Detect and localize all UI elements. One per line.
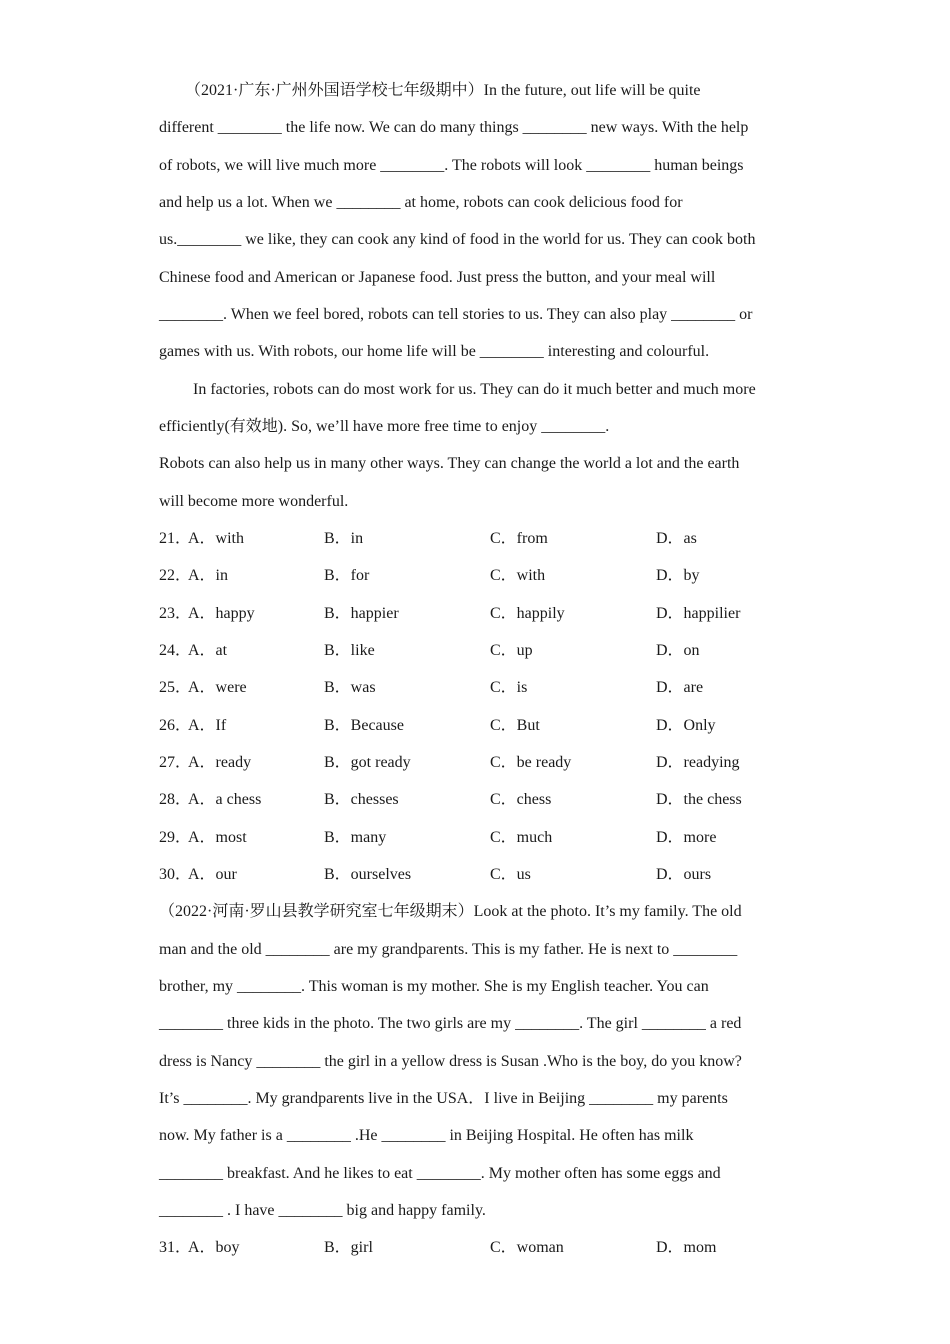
passage2-line-9: ________ . I have ________ big and happy family. xyxy=(159,1202,486,1219)
passage2-line-4: ________ three kids in the photo. The two girls are my ________. The girl ________ a red xyxy=(159,1015,742,1032)
passage1-line-11: Robots can also help us in many other ways. They can change the world a lot and the earth xyxy=(159,455,740,472)
question-number: 24． xyxy=(159,642,192,659)
option-c: C．up xyxy=(490,642,533,659)
option-d: D．more xyxy=(656,829,717,846)
passage2-line-8: ________ breakfast. And he likes to eat ________. My mother often has some eggs and xyxy=(159,1165,721,1182)
option-c: C．is xyxy=(490,679,528,696)
question-number: 31． xyxy=(159,1239,192,1256)
question-number: 26． xyxy=(159,717,192,734)
passage1-line-12: will become more wonderful. xyxy=(159,493,349,510)
question-23 xyxy=(159,604,799,624)
option-d: D．mom xyxy=(656,1239,717,1256)
passage1-line-8: games with us. With robots, our home life will be ________ interesting and colourful. xyxy=(159,343,710,360)
option-a: A．with xyxy=(188,530,245,547)
option-a: A．boy xyxy=(188,1239,240,1256)
option-d: D．Only xyxy=(656,717,716,734)
option-b: B．happier xyxy=(324,605,399,622)
option-b: B．got ready xyxy=(324,754,411,771)
option-c: C．happily xyxy=(490,605,565,622)
option-a: A．most xyxy=(188,829,247,846)
option-b: B．like xyxy=(324,642,375,659)
option-a: A．at xyxy=(188,642,228,659)
option-d: D．the chess xyxy=(656,791,742,808)
option-a: A．a chess xyxy=(188,791,262,808)
option-a: A．our xyxy=(188,866,237,883)
question-31 xyxy=(159,1238,799,1258)
passage1-line-7: ________. When we feel bored, robots can tell stories to us. They can also play ________ or xyxy=(159,306,753,323)
option-d: D．on xyxy=(656,642,700,659)
option-b: B．was xyxy=(324,679,376,696)
option-d: D．ours xyxy=(656,866,712,883)
passage1-line-5: us.________ we like, they can cook any kind of food in the world for us. They can cook both xyxy=(159,231,756,248)
question-29 xyxy=(159,828,799,848)
option-b: B．chesses xyxy=(324,791,399,808)
option-c: C．But xyxy=(490,717,540,734)
option-b: B．in xyxy=(324,530,364,547)
option-d: D．by xyxy=(656,567,700,584)
passage2-line-2: man and the old ________ are my grandparents. This is my father. He is next to ________ xyxy=(159,941,738,958)
option-b: B．many xyxy=(324,829,387,846)
option-c: C．much xyxy=(490,829,553,846)
option-d: D．happilier xyxy=(656,605,741,622)
option-a: A．in xyxy=(188,567,229,584)
option-a: A．ready xyxy=(188,754,252,771)
passage1-line-3: of robots, we will live much more ________. The robots will look ________ human beings xyxy=(159,157,744,174)
option-c: C．from xyxy=(490,530,548,547)
option-b: B．Because xyxy=(324,717,404,734)
passage1-line-4: and help us a lot. When we ________ at home, robots can cook delicious food for xyxy=(159,194,683,211)
question-22 xyxy=(159,566,799,586)
option-b: B．ourselves xyxy=(324,866,412,883)
option-c: C．us xyxy=(490,866,531,883)
question-24 xyxy=(159,641,799,661)
passage1-line-10: efficiently(有效地). So, we’ll have more free time to enjoy ________. xyxy=(159,418,610,435)
question-27 xyxy=(159,753,799,773)
passage1-line-1: （2021·广东·广州外国语学校七年级期中）In the future, out life will be quite xyxy=(185,82,701,99)
question-26 xyxy=(159,716,799,736)
option-a: A．If xyxy=(188,717,227,734)
question-28 xyxy=(159,790,799,810)
option-d: D．as xyxy=(656,530,697,547)
question-number: 21． xyxy=(159,530,192,547)
passage2-line-5: dress is Nancy ________ the girl in a yellow dress is Susan .Who is the boy, do you know? xyxy=(159,1053,742,1070)
passage1-line-6: Chinese food and American or Japanese food. Just press the button, and your meal will xyxy=(159,269,716,286)
option-a: A．were xyxy=(188,679,247,696)
question-number: 22． xyxy=(159,567,192,584)
passage2-line-1: （2022·河南·罗山县教学研究室七年级期末）Look at the photo. It’s my family. The old xyxy=(159,903,742,920)
question-number: 30． xyxy=(159,866,192,883)
question-25 xyxy=(159,678,799,698)
option-b: B．for xyxy=(324,567,370,584)
passage2-line-7: now. My father is a ________ .He ________ in Beijing Hospital. He often has milk xyxy=(159,1127,694,1144)
question-number: 27． xyxy=(159,754,192,771)
passage2-line-6: It’s ________. My grandparents live in the USA．I live in Beijing ________ my parents xyxy=(159,1090,728,1107)
option-d: D．are xyxy=(656,679,704,696)
option-c: C．woman xyxy=(490,1239,564,1256)
option-d: D．readying xyxy=(656,754,740,771)
option-c: C．with xyxy=(490,567,546,584)
option-c: C．chess xyxy=(490,791,552,808)
question-30 xyxy=(159,865,799,885)
option-c: C．be ready xyxy=(490,754,572,771)
question-number: 28． xyxy=(159,791,192,808)
passage2-line-3: brother, my ________. This woman is my mother. She is my English teacher. You can xyxy=(159,978,709,995)
question-number: 25． xyxy=(159,679,192,696)
passage1-line-9: In factories, robots can do most work for us. They can do it much better and much more xyxy=(193,381,756,398)
question-number: 23． xyxy=(159,605,192,622)
option-a: A．happy xyxy=(188,605,255,622)
question-21 xyxy=(159,529,799,549)
passage1-line-2: different ________ the life now. We can do many things ________ new ways. With the help xyxy=(159,119,749,136)
option-b: B．girl xyxy=(324,1239,373,1256)
question-number: 29． xyxy=(159,829,192,846)
